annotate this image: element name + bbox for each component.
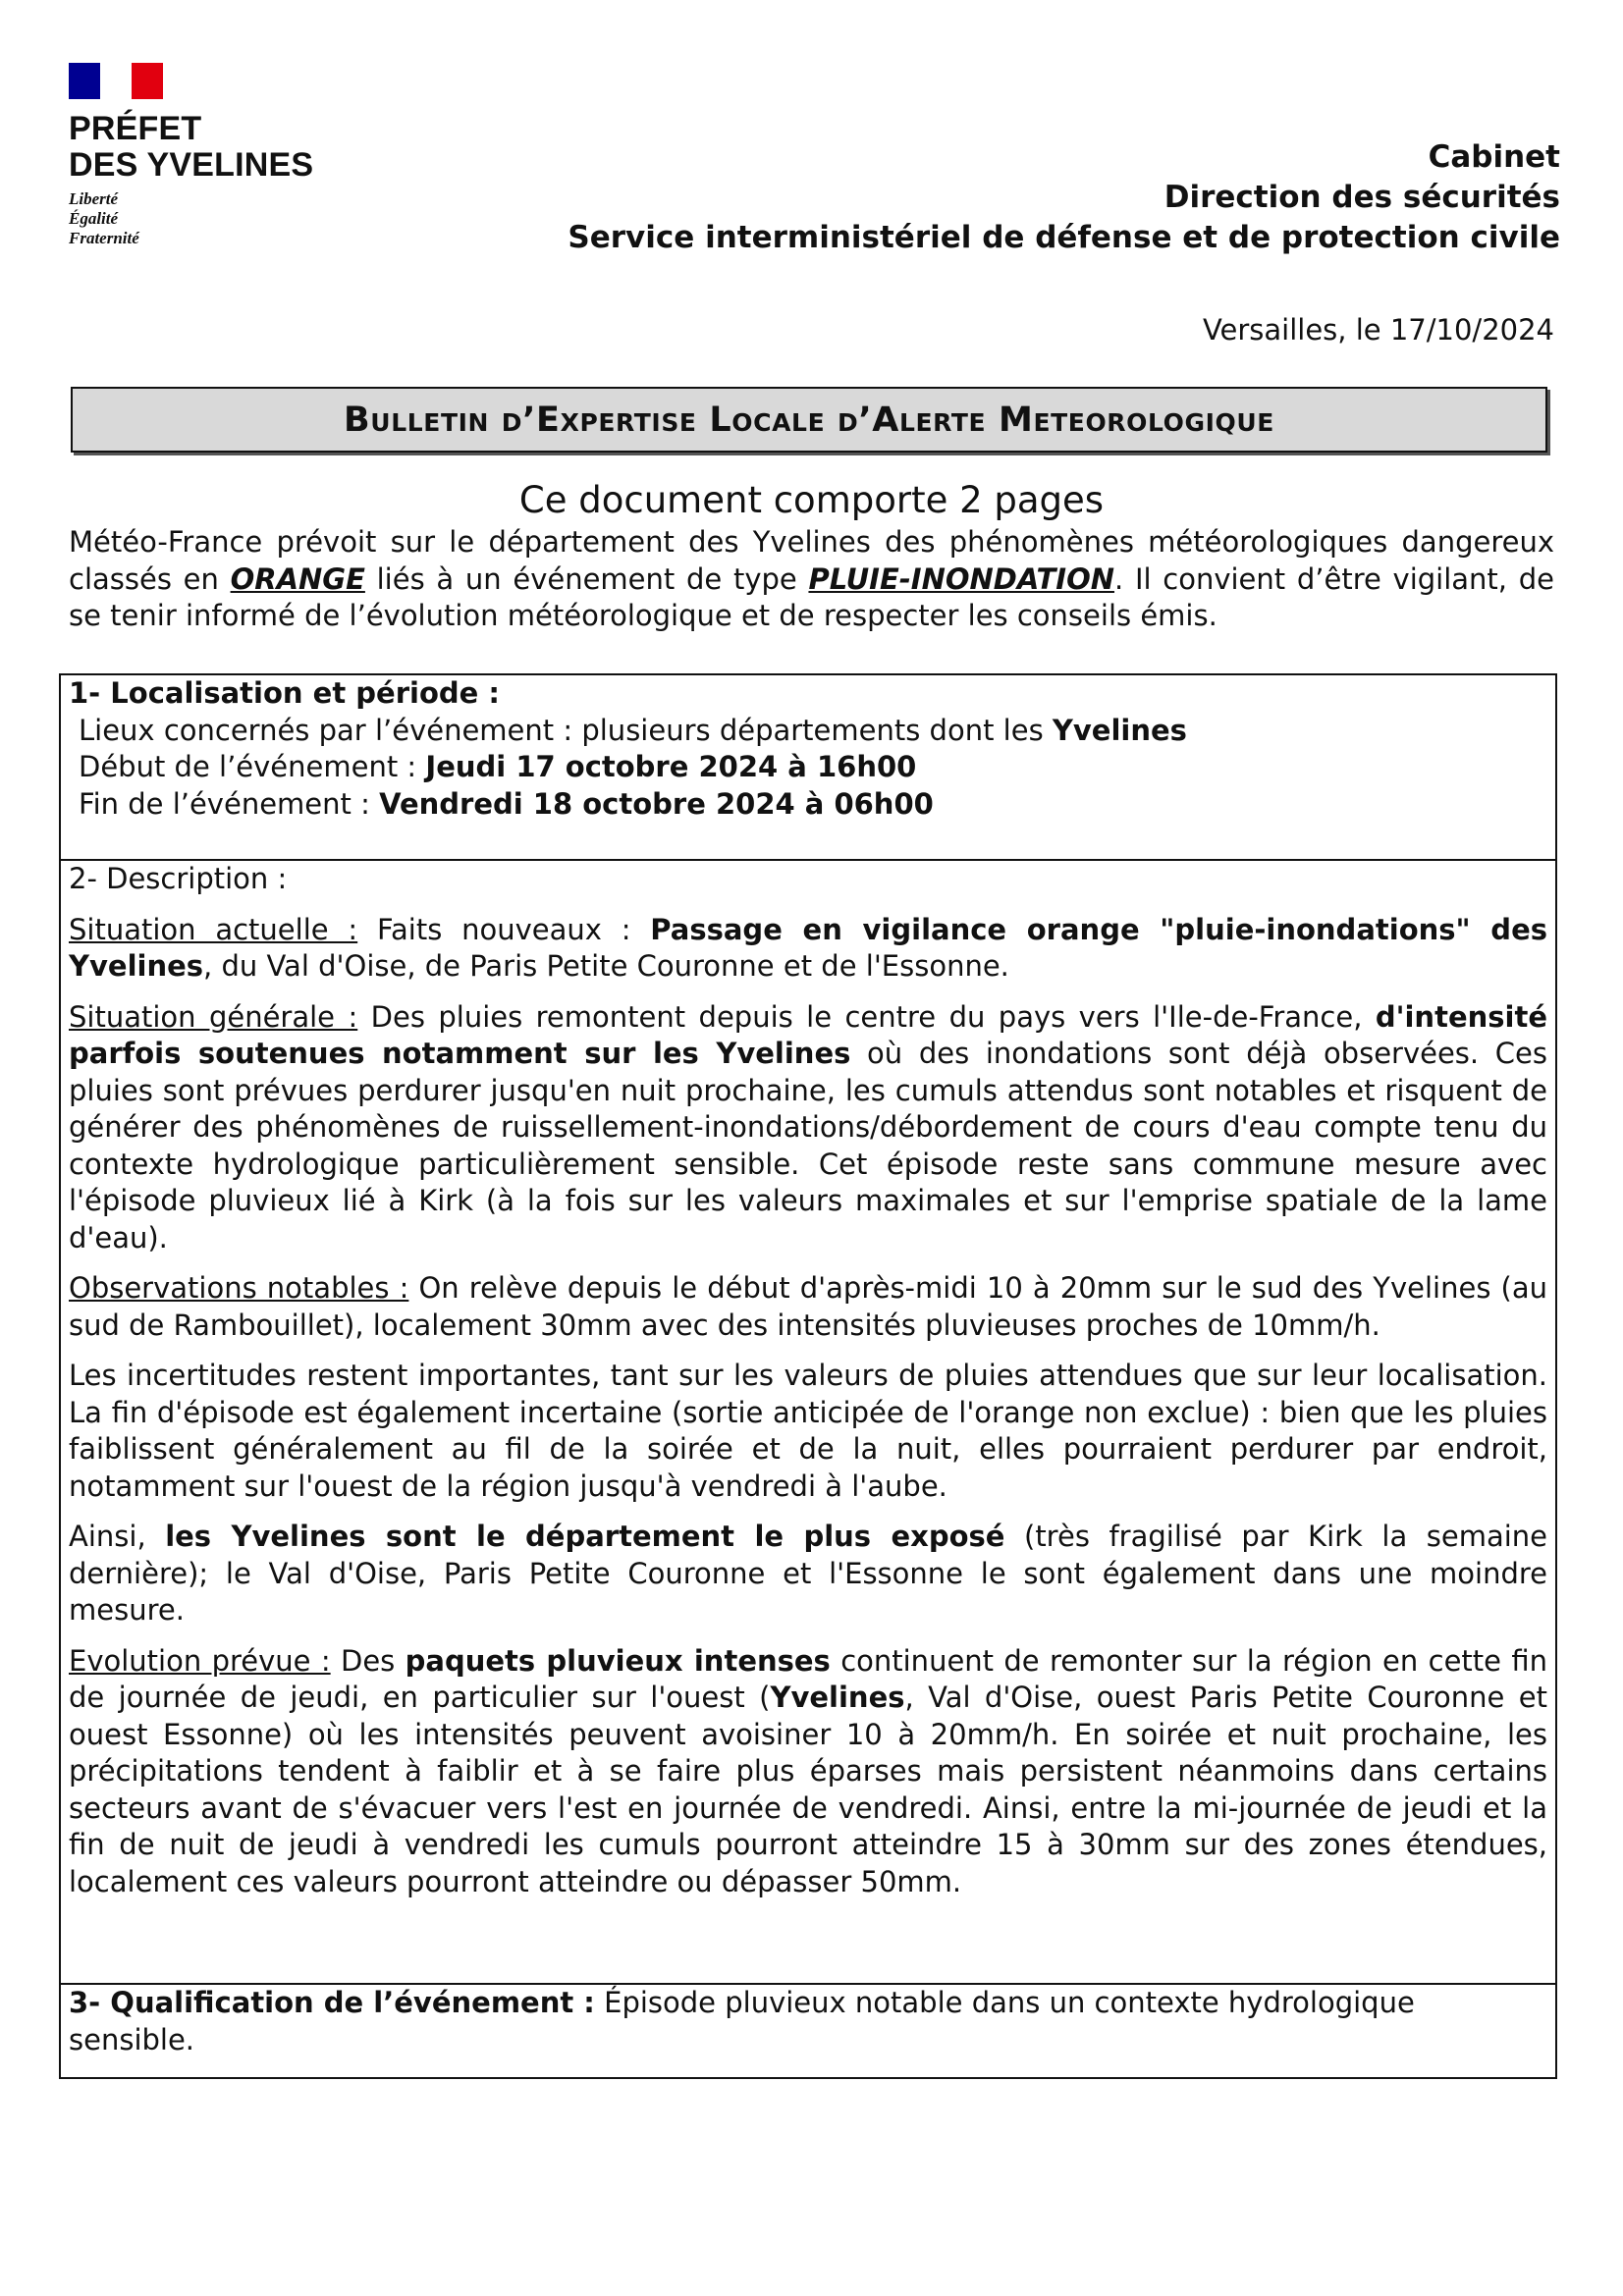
issuing-service: [568, 137, 1560, 258]
situation-actuelle: Situation actuelle : Faits nouveaux : Passage en vigilance orange "pluie-inondations" des Yvelines, du Val d'Oise, de Paris Petite Couronne et de l'Essonne.: [69, 912, 1547, 983]
republic-motto: [69, 189, 363, 248]
motto-egalite: Égalité: [69, 209, 119, 228]
incertitudes: Les incertitudes restent importantes, tant sur les valeurs de pluies attendues que sur leur localisation. La fin d'épisode est également incertaine (sortie anticipée de l'orange non exclue) : bien que les pluies faiblissent généralement au fil de la soirée et de la nuit, elles pourraient perdurer par endroit, notamment sur l'ouest de la région jusqu'à vendredi à l'aube.: [69, 1359, 1547, 1503]
situation-generale: Situation générale : Des pluies remontent depuis le centre du pays vers l'Ile-de-France, d'intensité parfois soutenues notamment sur les Yvelines où des inondations sont déjà observées. Ces pluies sont prévues perdurer jusqu'en nuit prochaine, les cumuls attendus sont notables et risquent de générer des phénomènes de ruissellement-inondations/débordement de cours d'eau compte tenu du contexte hydrologique particulièrement sensible. Cet épisode reste sans commune mesure avec l'épisode pluvieux lié à Kirk (à la fois sur les valeurs maximales et sur l'emprise spatiale de la lame d'eau).: [69, 999, 1548, 1255]
debut-line: Début de l’événement : Jeudi 17 octobre 2024 à 16h00: [79, 750, 917, 783]
bulletin-table: [59, 673, 1557, 2079]
intro-text-2: liés à un événement de type: [364, 561, 809, 596]
service-direction: Direction des sécurités: [1163, 180, 1560, 215]
section1-heading: 1- Localisation et période :: [69, 676, 500, 710]
motto-liberte: Liberté: [69, 189, 119, 208]
fin-line: Fin de l’événement : Vendredi 18 octobre 2024 à 06h00: [79, 786, 934, 821]
section-description: [61, 861, 1555, 1985]
bulletin-title: Bulletin d’Expertise Locale d’Alerte Meteorologique: [71, 387, 1547, 453]
prefecture-name: [69, 111, 363, 184]
exposition: Ainsi, les Yvelines sont le département le plus exposé (très fragilisé par Kirk la semaine dernière); le Val d'Oise, Paris Petite Couronne et l'Essonne le sont également dans une moindre mesure.: [69, 1520, 1547, 1627]
alert-level: ORANGE: [230, 561, 365, 596]
section-qualification: [61, 1985, 1555, 2077]
event-type: PLUIE-INONDATION: [808, 561, 1115, 596]
dateline: Versailles, le 17/10/2024: [1202, 313, 1554, 347]
page-count-note: Ce document comporte 2 pages: [518, 479, 1105, 521]
intro-paragraph: [69, 524, 1554, 635]
intro-text-3: . Il convient d’être vigilant, de se tenir informé de l’évolution météorologique et de respecter les conseils émis.: [69, 561, 1554, 632]
qualification-line: 3- Qualification de l’événement : Épisode pluvieux notable dans un contexte hydrologique sensible.: [69, 1986, 1415, 2056]
prefecture-logo: [69, 63, 363, 248]
service-cabinet: Cabinet: [1428, 139, 1560, 175]
intro-text-1: Météo-France prévoit sur le département des Yvelines des phénomènes météorologiques dangereux classés en: [69, 525, 1554, 596]
prefet-line1: PRÉFET: [69, 110, 202, 147]
section2-heading: 2- Description :: [69, 862, 288, 895]
section-localisation: [61, 675, 1555, 861]
evolution-prevue: Evolution prévue : Des paquets pluvieux intenses continuent de remonter sur la région en cette fin de journée de jeudi, en particulier sur l'ouest (Yvelines, Val d'Oise, ouest Paris Petite Couronne et ouest Essonne) où les intensités peuvent avoisiner 10 à 20mm/h. En soirée et nuit prochaine, les précipitations tendent à faiblir et à se faire plus éparses mais persistent néanmoins dans certains secteurs avant de s'évacuer vers l'est en journée de vendredi. Ainsi, entre la mi-journée de jeudi et la fin de nuit de jeudi à vendredi les cumuls pourront atteindre 15 à 30mm sur des zones étendues, localement ces valeurs pourront atteindre ou dépasser 50mm.: [69, 1643, 1548, 1898]
marianne-flag-icon: [69, 63, 163, 99]
motto-fraternite: Fraternité: [69, 229, 139, 247]
observations-notables: Observations notables : On relève depuis le début d'après-midi 10 à 20mm sur le sud des Yvelines (au sud de Rambouillet), localement 30mm avec des intensités pluvieuses proches de 10mm/h.: [69, 1271, 1548, 1342]
service-sidpc: Service interministériel de défense et de protection civile: [568, 220, 1560, 255]
prefet-line2: DES YVELINES: [69, 146, 314, 184]
lieux-line: Lieux concernés par l’événement : plusieurs départements dont les Yvelines: [79, 713, 1187, 747]
